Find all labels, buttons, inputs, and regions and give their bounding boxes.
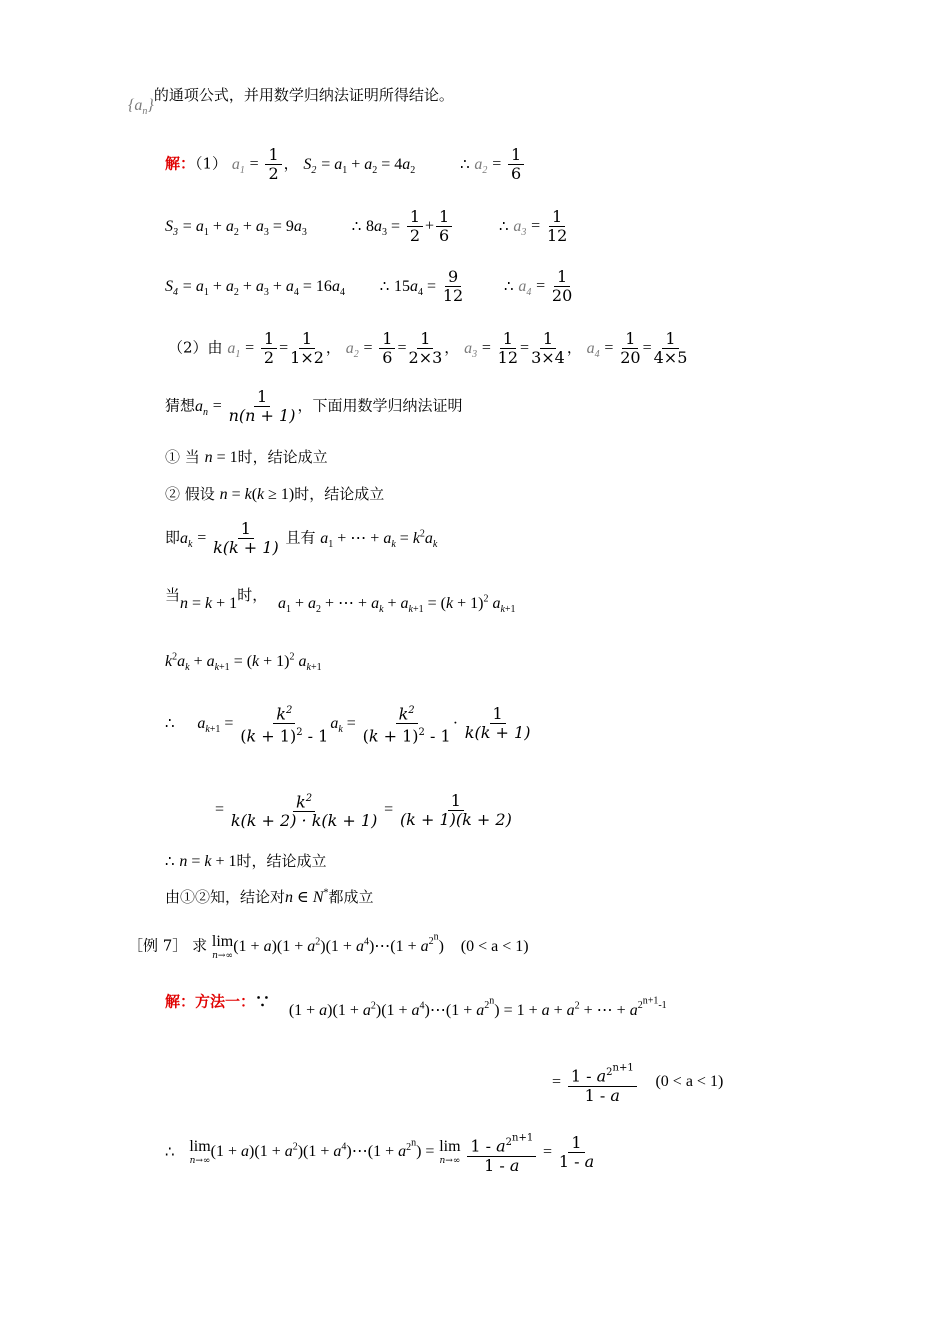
part1-label: （1） bbox=[195, 154, 228, 173]
sum-result-line: = $\frac{1 - a^{2^{n+1}}}{1 - a}$ (0 < a < 1) bbox=[552, 1060, 723, 1105]
step1-line: ① 当 n = 1时，结论成立 bbox=[165, 448, 328, 466]
guess-line: 猜想$a_n$ = $\frac{1}{n(n + 1)}$ ，下面用数学归纳法证明 bbox=[165, 387, 463, 425]
when-line: 当n = k + 1时， $a_1 + a_2$ + ⋯ + $a_k + a_{k+1} = (k + 1)^2$ $a_{k+1}$ bbox=[165, 586, 516, 616]
method1-label: 解：方法一： bbox=[165, 992, 256, 1011]
part2-line: （2）由 $a_1$ = $\frac{1}{2}$ = $\frac{1}{1\times 2}$ ， $a_2$ = $\frac{1}{6}$ = $\frac{1}{2\times 3}$ ， $a_3$ = $\frac{1}{12}$ = $\frac{1}{3\times 4}$ ， $a_4$ = $\frac{1}{20}$ = $\frac{1}{4\times 5}$ bbox=[168, 329, 688, 367]
part2-label: （2）由 bbox=[168, 338, 223, 357]
intro-text: 的通项公式，并用数学归纳法证明所得结论。 bbox=[153, 86, 454, 104]
solution-label: 解： bbox=[165, 154, 196, 173]
therefore-symbol: ∴ bbox=[460, 154, 470, 173]
final-line: 由①②知，结论对n ∈ N*都成立 bbox=[165, 887, 374, 906]
example7-label: ［例 7］ 求 bbox=[128, 936, 208, 955]
recurrence-line: $k^2a_k + a_{k+1} = (k + 1)^2$ $a_{k+1}$ bbox=[165, 652, 322, 674]
namely-line: 即$a_k$ = $\frac{1}{k(k + 1)}$ 且有 $a_1$ + ⋯ + $a_k = k^2a_k$ bbox=[165, 519, 438, 557]
limit-line: ∴ lim n→∞ $(1 + a)(1 + a^2)(1$ + $a^4)\cdots(1 + a^{2^n})$ = lim n→∞ $\frac{1 - a^{2^{n+1}}}{1 - a}$ = $\frac{1}{1 - a}$ bbox=[165, 1130, 596, 1175]
method1-line: 解：方法一：∵ $(1 + a)(1 + a^2)(1$ + $a^4)\cdots(1 + a^{2^n}) = 1 + a + a^2$ + ⋯ + $a^{2^{n+1}-1}$ bbox=[165, 992, 667, 1019]
intro-line bbox=[128, 84, 454, 118]
conclusion-line: ∴ n = k + 1时，结论成立 bbox=[165, 852, 327, 870]
solution-line-1: 解：（1） $a_1$ = $\frac{1}{2}$ ， $S_2 = a_1 + a_2 = 4a_2$ ∴ $a_2$ = $\frac{1}{6}$ bbox=[165, 146, 526, 183]
derivation-line-1: ∴ $a_{k+1}$ = $\frac{k^2}{(k + 1)^2 - 1}$ $a_k$ = $\frac{k^2}{(k + 1)^2 - 1}$ · $\frac{1}{k(k + 1)}$ bbox=[165, 702, 532, 746]
solution-line-3: $S_4 = a_1 + a_2 + a_3 + a_4 = 16a_4$ ∴ $15a_4$ = $\frac{9}{12}$ ∴ $a_4$ = $\frac{1}{20}$ bbox=[165, 267, 573, 305]
solution-line-2: $S_3 = a_1 + a_2 + a_3 = 9a_3$ ∴ $8a_3$ = $\frac{1}{2}$ + $\frac{1}{6}$ ∴ $a_3$ = $\frac{1}{12}$ bbox=[165, 207, 568, 245]
sequence-symbol: $\{a_n\}$ bbox=[128, 97, 154, 118]
derivation-line-2: = $\frac{k^2}{k(k + 2) \cdot k(k + 1)}$ = $\frac{1}{(k + 1)(k + 2)}$ bbox=[215, 790, 512, 831]
example7-line: ［例 7］ 求 lim n→∞ $(1 + a)(1 + a^2)(1$ + $a^4)\cdots(1 + a^{2^n})$ (0 < a < 1) bbox=[128, 932, 529, 961]
step2-line: ② 假设 n = k(k ≥ 1)时，结论成立 bbox=[165, 485, 385, 503]
